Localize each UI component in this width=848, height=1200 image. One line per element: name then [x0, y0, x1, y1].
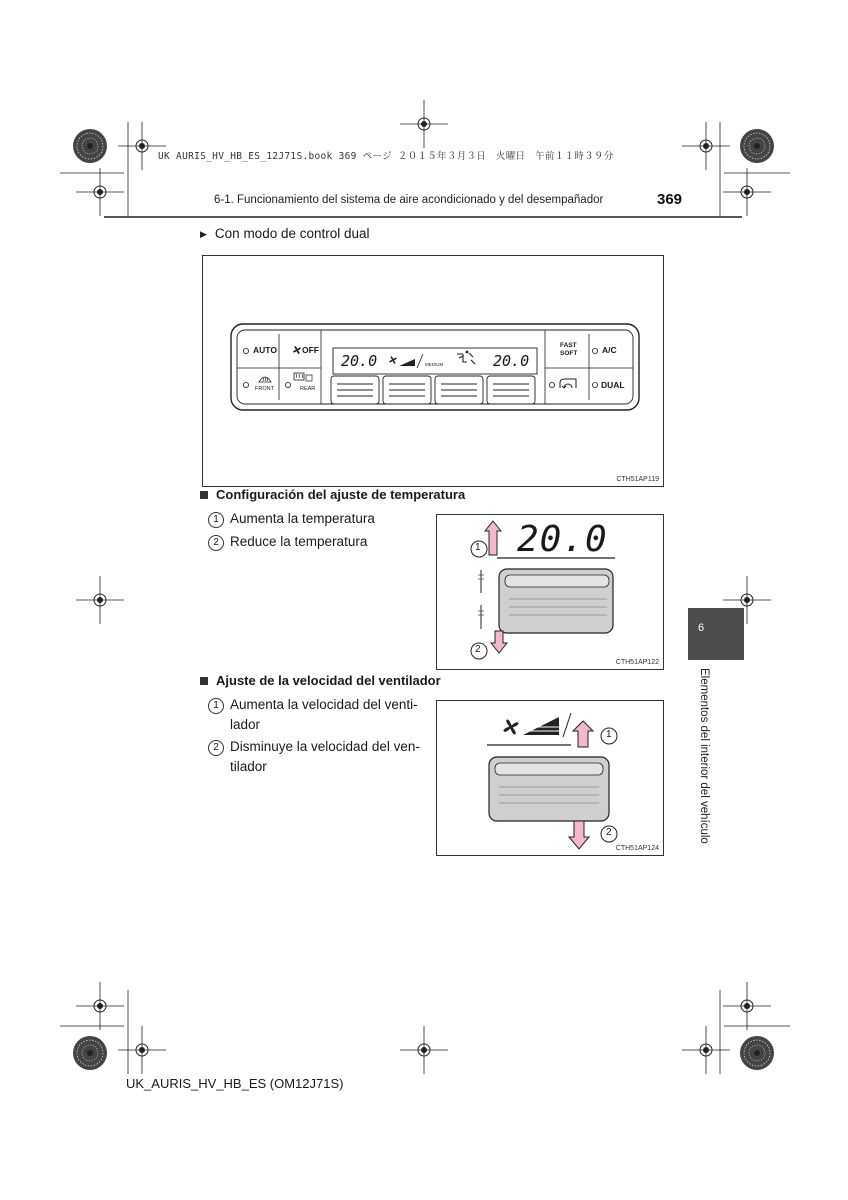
print-header: UK AURIS_HV_HB_ES_12J71S.book 369 ページ ２０１５年３月３日 火曜日 午前１１時３９分: [158, 151, 614, 162]
star-mark-icon: [73, 129, 107, 163]
fan-off-button[interactable]: OFF: [302, 345, 319, 355]
chapter-number: 6: [698, 622, 705, 634]
variant-label: ▶ Con modo de control dual: [200, 226, 370, 241]
dual-button[interactable]: DUAL: [601, 380, 625, 390]
temp-callout-2: 2: [475, 644, 481, 655]
fan-level-wedge: [523, 717, 559, 735]
front-defrost-button[interactable]: FRONT: [255, 386, 274, 392]
rear-defrost-button[interactable]: REAR: [300, 386, 316, 392]
chapter-tab: [688, 608, 744, 660]
control-panel-illustration: [203, 256, 663, 486]
fan-callout-1: 1: [606, 729, 612, 740]
page-number: 369: [657, 191, 683, 208]
down-arrow-icon: [491, 631, 507, 653]
fan-callout-2: 2: [606, 827, 612, 838]
square-bullet-icon: [200, 491, 208, 499]
section-title: 6-1. Funcionamiento del sistema de aire acondicionado y del desempañador: [214, 194, 604, 206]
temp-callout-1: 1: [475, 542, 481, 553]
triangle-bullet-icon: ▶: [200, 229, 207, 239]
fan-step-2: 2 Disminuye la velocidad del ven- tilador: [208, 737, 424, 777]
temp-step-1: 1 Aumenta la temperatura: [208, 509, 375, 529]
chapter-title-vertical: Elementos del interior del vehículo: [698, 668, 710, 844]
up-arrow-icon: [573, 721, 593, 747]
fast-label: FAST: [560, 342, 577, 349]
square-bullet-icon: [200, 677, 208, 685]
down-arrow-icon: [569, 821, 589, 849]
display-fan-mode: MEDIUM: [425, 362, 444, 367]
auto-button[interactable]: AUTO: [253, 345, 277, 355]
temp-figure: [436, 514, 664, 670]
fan-step-1: 1 Aumenta la velocidad del venti- lador: [208, 695, 424, 735]
figure-code: CTH51AP122: [615, 659, 659, 666]
fan-section-heading: Ajuste de la velocidad del ventilador: [200, 673, 441, 688]
fan-figure: [436, 700, 664, 856]
figure-code: CTH51AP124: [615, 845, 659, 852]
temp-figure-display: 20.0: [517, 519, 608, 560]
display-temp-left: 20.0: [341, 352, 378, 370]
footer-doc-code: UK_AURIS_HV_HB_ES (OM12J71S): [126, 1076, 344, 1091]
temp-step-2: 2 Reduce la temperatura: [208, 532, 367, 552]
ac-button[interactable]: A/C: [602, 345, 617, 355]
fan-knob-illustration: [437, 701, 663, 855]
fan-speed-icon: [504, 720, 518, 734]
header-rule: [104, 216, 742, 218]
temp-section-heading: Configuración del ajuste de temperatura: [200, 487, 465, 502]
soft-label: SOFT: [560, 350, 578, 357]
display-temp-right: 20.0: [493, 352, 530, 370]
figure-code: CTH51AP119: [616, 476, 659, 483]
control-panel-figure: [202, 255, 664, 487]
